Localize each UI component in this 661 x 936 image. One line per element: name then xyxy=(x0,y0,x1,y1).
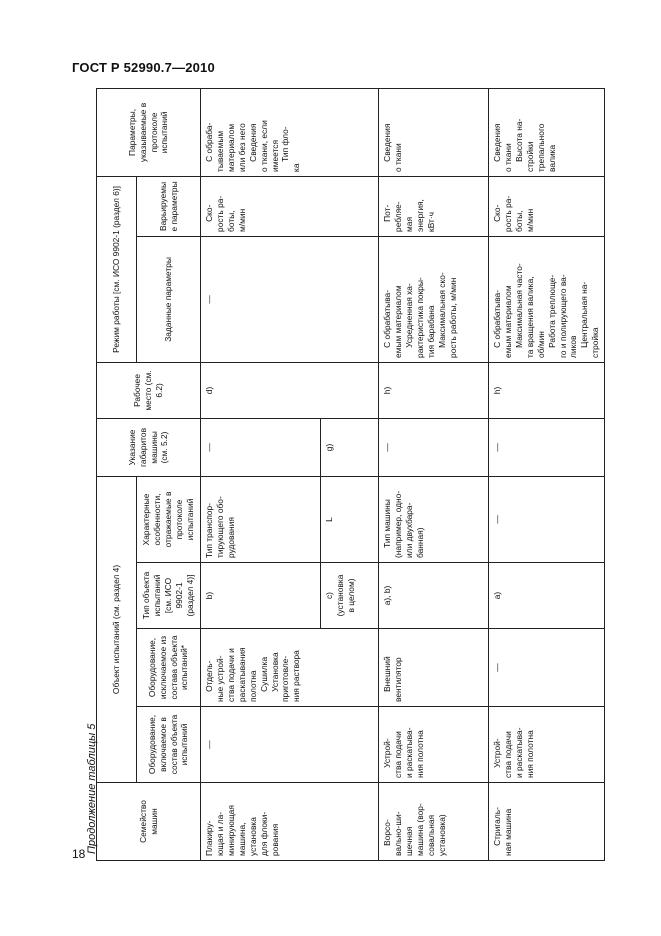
cell-mode-set: — xyxy=(201,236,379,362)
cell-mode-set: С обрабатыва- емым материалом Усредненная ха- рактеристика покры- тия барабана Максимальная ско- рость работы, м/мин xyxy=(379,236,489,362)
header-object-group: Объект испытаний (см. раздел 4) xyxy=(97,476,137,782)
cell-mode-set: С обрабатыва- емым материалом Максимальная часто- та вращения валика, об/мин Работа треплюще- го и полирующего ва- ликов Центральная на- стройка xyxy=(489,236,605,362)
cell-type: a) xyxy=(489,563,605,629)
cell-features: L xyxy=(321,476,379,562)
header-object-type: Тип объекта испытаний [см. ИСО 9902-1 (раздел 4)] xyxy=(137,563,201,629)
cell-protocol: Сведения о ткани Высота на- стройки трепального валика xyxy=(489,88,605,176)
document-title: ГОСТ Р 52990.7—2010 xyxy=(72,60,215,75)
cell-features: Тип машины (например, одно- или двухбара- банная) xyxy=(379,476,489,562)
cell-features: Тип транспор- тирующего обо- рудования xyxy=(201,476,321,562)
cell-type: b) xyxy=(201,563,321,629)
table-continuation-label: Продолжение таблицы 5 xyxy=(86,723,98,854)
table-row xyxy=(489,88,605,860)
page-number: 18 xyxy=(72,847,86,861)
cell-workplace: h) xyxy=(379,362,489,418)
machines-table xyxy=(96,88,605,861)
table-container xyxy=(96,89,601,861)
cell-mode-var: Ско- рость ра- боты, м/мин xyxy=(201,176,379,236)
table-row xyxy=(379,88,489,860)
cell-protocol: Сведения о ткани xyxy=(379,88,489,176)
cell-family: Плакиру- ющая и ла- минирующая машина, установка для флоки- рования xyxy=(201,783,379,861)
header-family: Семейство машин xyxy=(97,783,201,861)
header-features: Характерные особенности, отражаемые в протоколе испытаний xyxy=(137,476,201,562)
header-mode-group: Режим работы [см. ИСО 9902-1 (раздел 6)] xyxy=(97,176,137,362)
table-row xyxy=(201,88,321,860)
header-mode-var: Варьируемые параметры xyxy=(137,176,201,236)
cell-workplace: h) xyxy=(489,362,605,418)
cell-mode-var: Ско- рость ра- боты, м/мин xyxy=(489,176,605,236)
cell-family: Ворсо- вально-ши- шечная машина (вор- совальная установка) xyxy=(379,783,489,861)
cell-type: c) (установка в целом) xyxy=(321,563,379,629)
cell-family: Стригаль- ная машина xyxy=(489,783,605,861)
cell-dims: — xyxy=(379,418,489,476)
cell-type: a), b) xyxy=(379,563,489,629)
header-mode-set: Заданные параметры xyxy=(137,236,201,362)
header-workplace: Рабочее место (см. 6.2) xyxy=(97,362,201,418)
cell-included: Устрой- ства подачи и раскатыва- ния полотна xyxy=(379,707,489,783)
cell-workplace: d) xyxy=(201,362,379,418)
cell-excluded: Отдель- ные устрой- ства подачи и раскатывания полотна Сушилка Установка приготовле- ния раствора xyxy=(201,629,379,707)
header-object-excluded: Оборудование, исключаемое из состава объекта испытаний* xyxy=(137,629,201,707)
header-protocol-params: Параметры, указываемые в протоколе испытаний xyxy=(97,88,201,176)
cell-dims: g) xyxy=(321,418,379,476)
cell-excluded: — xyxy=(489,629,605,707)
cell-protocol: С обраба- тываемым материалом или без него Сведения о ткани, если имеется Тип фло- ка xyxy=(201,88,379,176)
cell-features: — xyxy=(489,476,605,562)
header-dims: Указание габаритов машины (см. 5.2) xyxy=(97,418,201,476)
header-object-included: Оборудование, включаемое в состав объекта испытаний xyxy=(137,707,201,783)
cell-dims: — xyxy=(201,418,321,476)
cell-excluded: Внешний вентилятор xyxy=(379,629,489,707)
cell-dims: — xyxy=(489,418,605,476)
cell-mode-var: Пот- ребляе- мая энергия, кВт·ч xyxy=(379,176,489,236)
cell-included: — xyxy=(201,707,379,783)
cell-included: Устрой- ства подачи и раскатыва- ния полотна xyxy=(489,707,605,783)
